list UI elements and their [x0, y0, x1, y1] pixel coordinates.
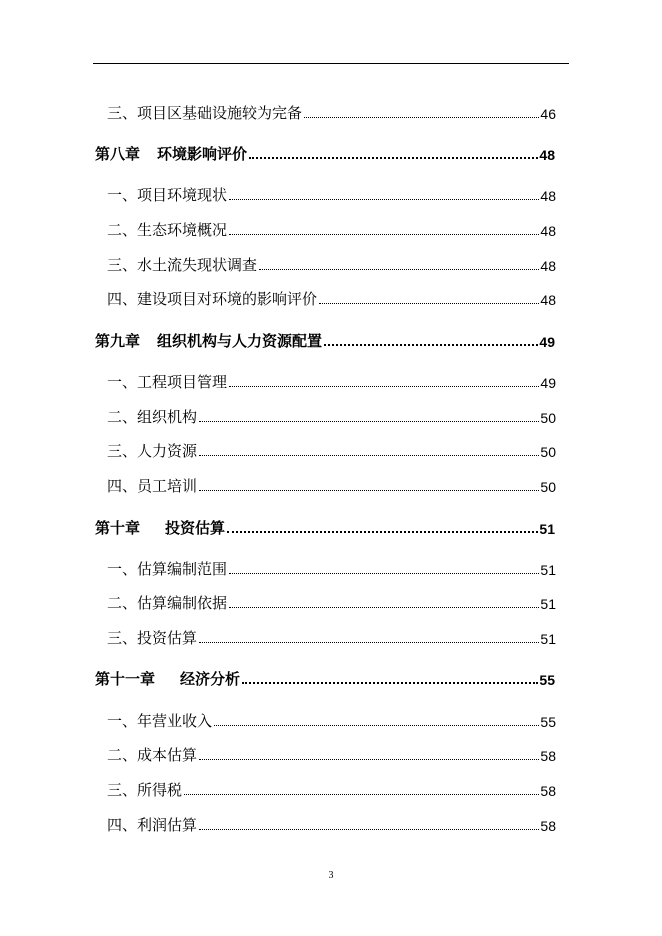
toc-entry-section[interactable] [107, 709, 556, 731]
toc-entry-section[interactable] [107, 591, 556, 613]
chapter-number: 第九章 [95, 332, 141, 350]
toc-entry-label: 三、项目区基础设施较为完备 [107, 104, 303, 122]
dot-leader [229, 386, 539, 387]
toc-entry-section[interactable] [107, 626, 556, 648]
toc-entry-page: 50 [540, 444, 556, 460]
toc-entry-section[interactable] [107, 253, 556, 275]
toc-entry-page: 58 [540, 818, 556, 834]
toc-entry-page: 46 [540, 106, 556, 122]
toc-entry-page: 51 [540, 562, 556, 578]
dot-leader [199, 759, 539, 760]
toc-entry-label: 四、员工培训 [107, 477, 198, 495]
dot-leader [259, 269, 539, 270]
toc-entry-label: 二、成本估算 [107, 746, 198, 764]
toc-entry-page: 50 [540, 479, 556, 495]
toc-entry-page: 48 [540, 258, 556, 274]
dot-leader [229, 607, 539, 608]
toc-entry-section[interactable] [107, 557, 556, 579]
toc-entry-section[interactable] [107, 218, 556, 240]
toc-entry-page: 49 [539, 334, 555, 350]
dot-leader [199, 421, 539, 422]
dot-leader [199, 455, 539, 456]
toc-entry-page: 50 [540, 410, 556, 426]
toc-entry-page: 55 [540, 714, 556, 730]
toc-entry-section[interactable] [107, 183, 556, 205]
toc-entry-section[interactable] [107, 405, 556, 427]
toc-entry-section[interactable] [107, 101, 556, 123]
dot-leader [229, 573, 539, 574]
toc-entry-label: 一、估算编制范围 [107, 560, 228, 578]
toc-entry-page: 58 [540, 748, 556, 764]
chapter-title: 投资估算 [165, 519, 226, 537]
toc-entry-label: 一、工程项目管理 [107, 373, 228, 391]
chapter-title: 组织机构与人力资源配置 [157, 332, 323, 350]
dot-leader [199, 490, 539, 491]
dot-leader [324, 344, 538, 346]
toc-entry-page: 48 [539, 147, 555, 163]
toc-entry-label: 二、组织机构 [107, 408, 198, 426]
toc-entry-chapter[interactable] [95, 516, 555, 538]
toc-entry-section[interactable] [107, 813, 556, 835]
toc-entry-label: 三、人力资源 [107, 442, 198, 460]
toc-entry-label: 三、水土流失现状调查 [107, 256, 258, 274]
toc-entry-page: 48 [540, 188, 556, 204]
toc-entry-label: 二、估算编制依据 [107, 594, 228, 612]
dot-leader [249, 157, 538, 159]
toc-entry-page: 51 [540, 596, 556, 612]
toc-entry-chapter[interactable] [95, 142, 555, 164]
toc-entry-label: 四、建设项目对环境的影响评价 [107, 290, 318, 308]
toc-entry-label: 三、所得税 [107, 781, 183, 799]
chapter-number: 第十一章 [95, 670, 156, 688]
chapter-title: 经济分析 [180, 670, 241, 688]
toc-entry-page: 51 [540, 631, 556, 647]
toc-entry-section[interactable] [107, 778, 556, 800]
chapter-number: 第十章 [95, 519, 141, 537]
toc-entry-label: 一、项目环境现状 [107, 186, 228, 204]
dot-leader [214, 725, 539, 726]
toc-entry-label: 四、利润估算 [107, 816, 198, 834]
dot-leader [304, 117, 539, 118]
toc-entry-label: 一、年营业收入 [107, 712, 213, 730]
dot-leader [199, 829, 539, 830]
toc-entry-section[interactable] [107, 474, 556, 496]
toc-entry-page: 48 [540, 223, 556, 239]
toc-entry-section[interactable] [107, 439, 556, 461]
toc-entry-page: 51 [539, 521, 555, 537]
toc-entry-page: 48 [540, 292, 556, 308]
toc-entry-page: 49 [540, 375, 556, 391]
toc-entry-section[interactable] [107, 287, 556, 309]
toc-entry-label: 二、生态环境概况 [107, 221, 228, 239]
toc-entry-section[interactable] [107, 370, 556, 392]
dot-leader [227, 531, 538, 533]
chapter-title: 环境影响评价 [157, 145, 248, 163]
toc-entry-chapter[interactable] [95, 329, 555, 351]
toc-entry-section[interactable] [107, 743, 556, 765]
dot-leader [199, 642, 539, 643]
dot-leader [242, 682, 538, 684]
page-number: 3 [328, 870, 334, 881]
chapter-number: 第八章 [95, 145, 141, 163]
toc-entry-page: 58 [540, 783, 556, 799]
toc-entry-page: 55 [539, 672, 555, 688]
toc-entry-label: 三、投资估算 [107, 629, 198, 647]
dot-leader [229, 199, 539, 200]
dot-leader [319, 303, 539, 304]
toc-entry-chapter[interactable] [95, 667, 555, 689]
dot-leader [184, 794, 539, 795]
dot-leader [229, 234, 539, 235]
